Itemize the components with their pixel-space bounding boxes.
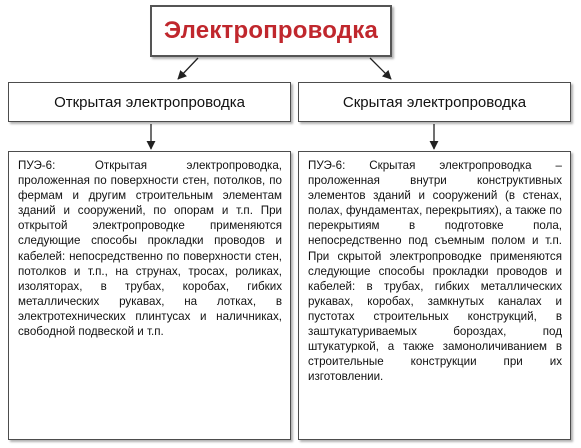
title-box	[150, 5, 392, 57]
hidden-wiring-description: ПУЭ-6: Скрытая электропроводка – проложенная внутри конструктивных элементов зданий и сооружений (в стенах, полах, фундаментах, перекрытиях), а также по перекрытиям в подготовке пола, непосредственно под съемным полом и т.п. При скрытой электропроводке применяются следующие способы прокладки проводов и кабелей: в трубах, гибких металлических рукавах, коробах, замкнутых каналах и пустотах строительных конструкций, в заштукатуриваемых бороздах, под штукатуркой, а также замоноличиванием в строительные конструкции при их изготовлении.	[298, 151, 571, 440]
hidden-wiring-heading: Скрытая электропроводка	[342, 93, 527, 111]
diagram-title: Электропроводка	[163, 17, 379, 44]
hidden-wiring-heading-box	[298, 82, 571, 122]
open-wiring-heading-box	[8, 82, 291, 122]
open-wiring-heading: Открытая электропроводка	[54, 93, 245, 111]
arrow-title-to-left	[178, 58, 198, 79]
open-wiring-description: ПУЭ-6: Открытая электропроводка, проложенная по поверхности стен, потолков, по фермам и другим строительным элементам зданий и сооружений, по опорам и т.п. При открытой электропроводке применяются следующие способы прокладки проводов и кабелей: непосредственно по поверхности стен, потолков и т.п., на струнах, тросах, роликах, изоляторах, в трубах, коробах, гибких металлических рукавах, на лотках, в электротехнических плинтусах и наличниках, свободной подвеской и т.п.	[8, 151, 291, 440]
arrow-title-to-right	[370, 58, 391, 79]
